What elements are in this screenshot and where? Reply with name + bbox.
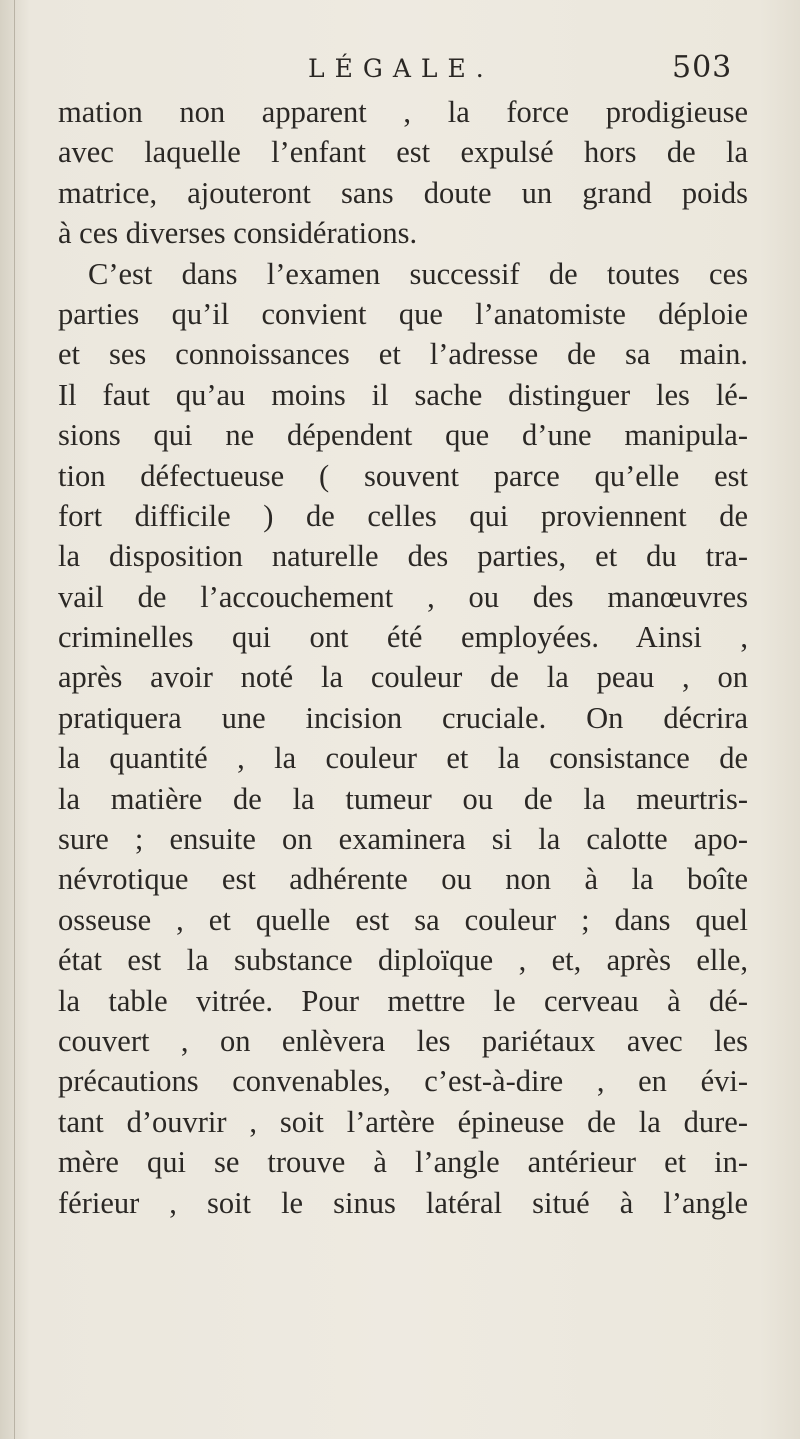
text-line: mation non apparent , la force prodigieuse <box>58 95 748 129</box>
text-line: pratiquera une incision cruciale. On décrira <box>58 700 748 735</box>
text-line: état est la substance diploïque , et, après elle, <box>58 943 748 978</box>
text-line: couvert , on enlèvera les pariétaux avec les <box>58 1023 748 1058</box>
page-number: 503 <box>672 50 733 85</box>
text-line: vail de l’accouchement , ou des manœuvres <box>58 579 748 614</box>
text-line: sions qui ne dépendent que d’une manipula- <box>58 418 748 453</box>
text-line: osseuse , et quelle est sa couleur ; dans quel <box>58 902 748 937</box>
text-line: C’est dans l’examen successif de toutes ces <box>88 256 748 291</box>
text-line: précautions convenables, c’est-à-dire , en évi- <box>58 1064 748 1099</box>
text-line: névrotique est adhérente ou non à la boîte <box>58 862 748 897</box>
text-line: la matière de la tumeur ou de la meurtris- <box>58 781 748 816</box>
body-text <box>58 92 748 1223</box>
text-line: parties qu’il convient que l’anatomiste déploie <box>58 296 748 331</box>
text-line: la table vitrée. Pour mettre le cerveau à dé- <box>58 983 748 1018</box>
text-line: et ses connoissances et l’adresse de sa main. <box>58 337 748 372</box>
text-line: matrice, ajouteront sans doute un grand poids <box>58 175 748 210</box>
text-line: la quantité , la couleur et la consistance de <box>58 741 748 776</box>
text-line: férieur , soit le sinus latéral situé à l’angle <box>58 1185 748 1220</box>
text-line: à ces diverses considérations. <box>58 216 418 251</box>
text-line: Il faut qu’au moins il sache distinguer les lé- <box>58 377 748 412</box>
text-line: avec laquelle l’enfant est expulsé hors de la <box>58 135 748 170</box>
text-line: fort difficile ) de celles qui proviennent de <box>58 498 748 533</box>
text-line: tion défectueuse ( souvent parce qu’elle est <box>58 458 748 493</box>
text-line: sure ; ensuite on examinera si la calotte apo- <box>58 822 748 857</box>
text-line: la disposition naturelle des parties, et du tra- <box>58 539 748 574</box>
text-line: tant d’ouvrir , soit l’artère épineuse de la dure- <box>58 1104 748 1139</box>
page-header <box>0 50 800 94</box>
text-line: criminelles qui ont été employées. Ainsi , <box>58 620 748 655</box>
binding-edge <box>14 0 15 1439</box>
text-line: après avoir noté la couleur de la peau , on <box>58 660 748 695</box>
running-head: LÉGALE. <box>308 54 494 83</box>
text-line: mère qui se trouve à l’angle antérieur et in- <box>58 1145 748 1180</box>
